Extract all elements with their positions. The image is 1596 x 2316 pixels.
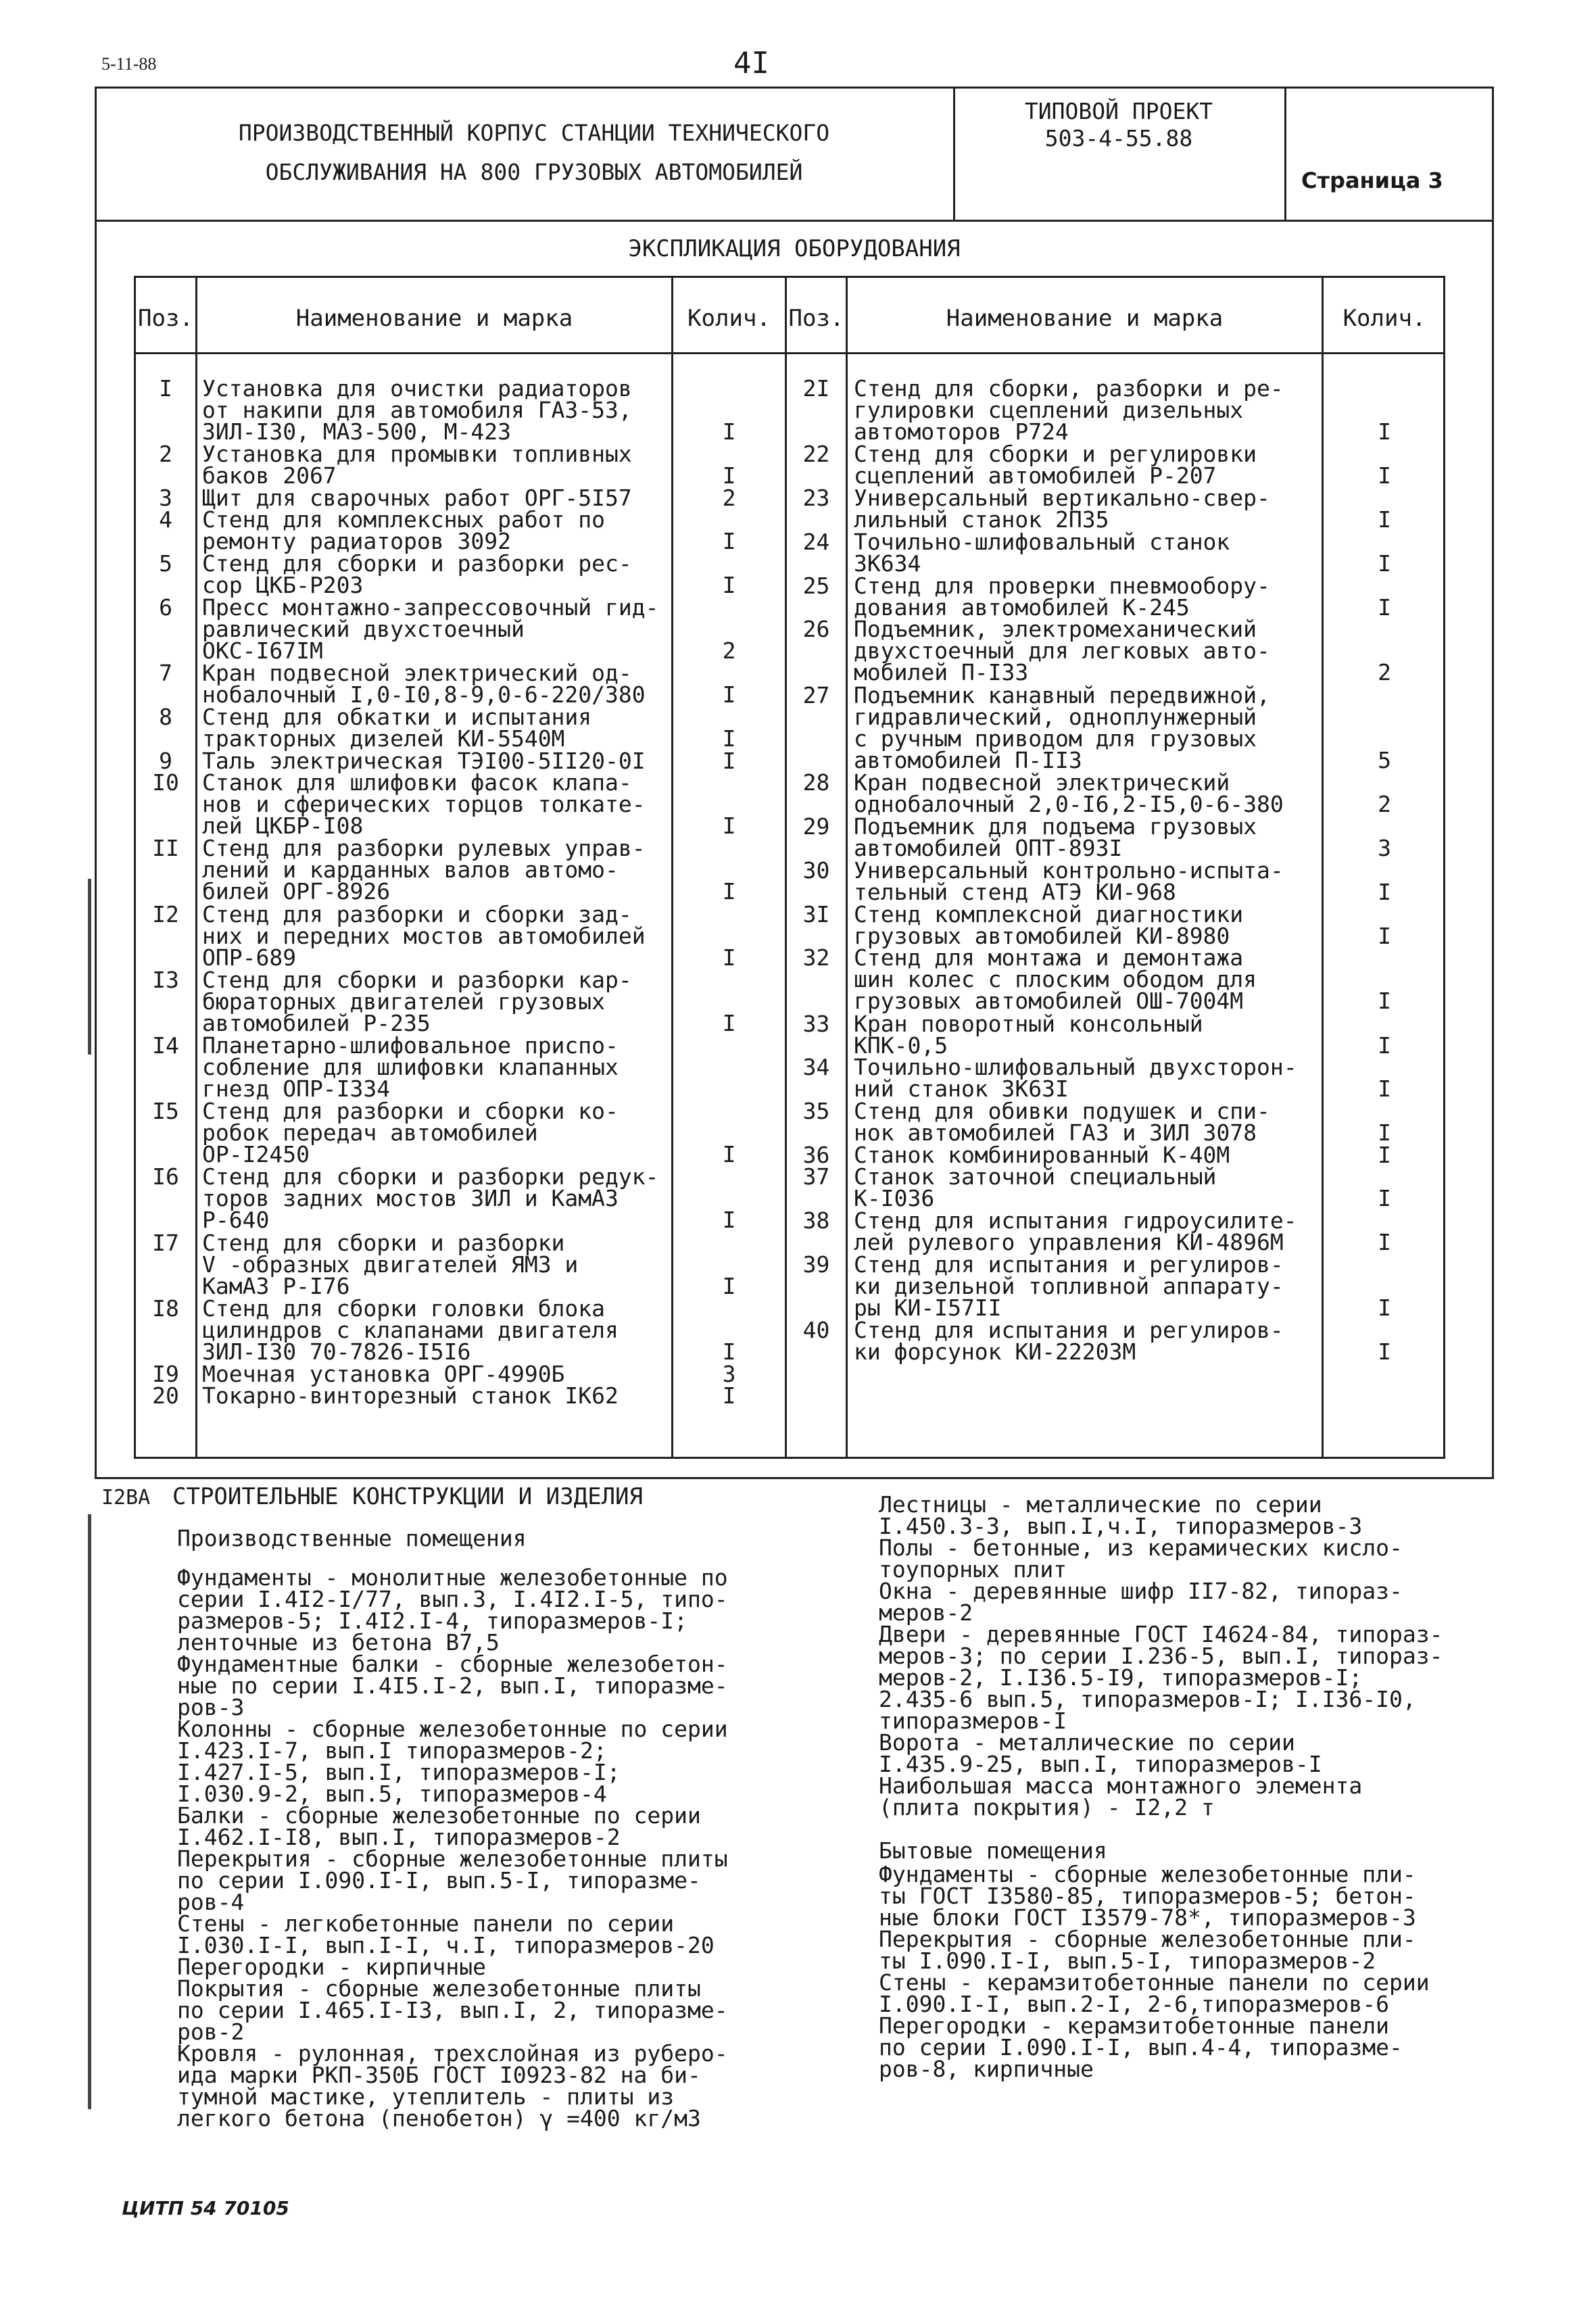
row-pos: 30 <box>802 857 830 884</box>
row-name: Пресс монтажно-запрессовочный гид- равлический двухстоечный ОКС-I67IM <box>202 594 659 664</box>
row-name: Стенд для сборки, разборки и ре- гулировки сцеплений дизельных автомоторов Р724 <box>854 375 1284 445</box>
page-number: 4I <box>733 46 769 80</box>
row-qty: I <box>722 572 736 599</box>
row-name: Подъемник, электромеханический двухстоечный для легковых авто- мобилей П-I33 <box>854 616 1270 686</box>
equipment-table <box>134 276 1445 1459</box>
row-pos: 38 <box>802 1207 830 1234</box>
row-qty: I <box>1378 594 1391 621</box>
header-qty: Колич. <box>1343 305 1426 332</box>
row-qty: I <box>722 747 736 774</box>
row-name: Стенд для испытания гидроусилите- лей рулевого управления КИ-4896М <box>854 1207 1297 1256</box>
row-qty: I <box>1378 550 1391 577</box>
row-qty: I <box>1378 1076 1391 1103</box>
title-divider <box>1284 87 1286 222</box>
document-title <box>135 114 933 192</box>
row-pos: I <box>159 375 172 402</box>
row-name: Стенд для испытания и регулиров- ки форсунок КИ-22203М <box>854 1317 1284 1366</box>
row-pos: 39 <box>802 1251 830 1278</box>
row-name: Стенд для сборки и регулировки сцеплений автомобилей Р-207 <box>854 441 1257 489</box>
row-name: Станок заточной специальный К-I036 <box>854 1163 1217 1212</box>
row-name: Стенд для испытания и регулиров- ки дизельной топливной аппарату- ры КИ-I57II <box>854 1251 1284 1321</box>
row-qty: I <box>1378 1295 1391 1321</box>
section-body: Лестницы - металлические по серии I.450.3-3, вып.I,ч.I, типоразмеров-3 Полы - бетонные, из керамических кисло- тоупорных плит Окна - деревянные шифр II7-82, типораз- меров-2 Двери - деревянные ГОСТ I4624-84, типораз- меров-3; по серии I.236-5, вып.I, типораз- меров-2, I.I36.5-I9, типоразмеров-I; 2.435-6 вып.5, типоразмеров-I; I.I36-I0, типоразмеров-I Ворота - металлические по серии I.435.9-25, вып.I, типоразмеров-I Наибольшая масса монтажного элемента (плита покрытия) - I2,2 т <box>879 1491 1443 1820</box>
row-qty: I <box>722 1272 736 1299</box>
row-pos: 27 <box>802 681 830 708</box>
row-name: Кран подвесной электрический однобалочный 2,0-I6,2-I5,0-6-380 <box>854 769 1284 818</box>
row-pos: 2I <box>802 375 830 402</box>
row-qty: I <box>1378 1119 1391 1147</box>
table-divider <box>195 278 197 1457</box>
row-pos: 26 <box>802 616 830 643</box>
row-name: Стенд комплексной диагностики грузовых автомобилей КИ-8980 <box>854 900 1244 949</box>
row-pos: 37 <box>802 1163 830 1190</box>
row-qty: I <box>722 1141 736 1168</box>
row-pos: I9 <box>152 1361 179 1387</box>
row-pos: 34 <box>802 1054 830 1081</box>
row-name: Универсальный вертикально-свер- лильный станок 2П35 <box>854 485 1270 533</box>
row-pos: II <box>152 835 179 862</box>
row-qty: I <box>722 725 736 752</box>
section-heading: СТРОИТЕЛЬНЫЕ КОНСТРУКЦИИ И ИЗДЕЛИЯ <box>172 1483 643 1510</box>
row-pos: 3I <box>802 900 830 927</box>
row-qty: I <box>722 813 736 840</box>
row-qty: I <box>722 878 736 905</box>
row-name: Подъемник канавный передвижной, гидравлический, одноплунжерный с ручным приводом для грузовых автомобилей П-II3 <box>854 681 1270 773</box>
sheet-reference: 5-11-88 <box>101 54 157 74</box>
row-name: Стенд для обивки подушек и спи- нок автомобилей ГАЗ и ЗИЛ 3078 <box>854 1098 1270 1147</box>
row-name: Стенд для сборки и разборки рес- сор ЦКБ-Р203 <box>202 550 632 599</box>
row-name: Токарно-винторезный станок IК62 <box>202 1382 619 1409</box>
row-pos: I6 <box>152 1163 179 1190</box>
row-qty: 5 <box>1378 746 1391 773</box>
row-qty: I <box>722 681 736 708</box>
header-name: Наименование и марка <box>295 305 573 332</box>
row-pos: I3 <box>152 966 179 993</box>
row-name: Точильно-шлифовальный двухсторон- ний станок 3К63I <box>854 1054 1297 1103</box>
row-pos: 20 <box>152 1382 179 1409</box>
row-pos: I8 <box>152 1295 179 1322</box>
section-body: Фундаменты - сборные железобетонные пли- ты ГОСТ I3580-85, типоразмеров-5; бетон- ные блоки ГОСТ I3579-78*, типоразмеров-3 Перекрытия - сборные железобетонные пли- ты I.090.I-I, вып.5-I, типоразмеров-2 Стены - керамзитобетонные панели по серии I.090.I-I, вып.2-I, 2-6,типоразмеров-6 Перегородки - керамзитобетонные панели по серии I.090.I-I, вып.4-4, типоразме- ров-8, кирпичные <box>879 1861 1430 2082</box>
row-qty: 3 <box>722 1361 736 1387</box>
row-qty: 2 <box>1378 659 1391 686</box>
margin-mark <box>88 879 91 1055</box>
page-label: Страница 3 <box>1301 168 1443 193</box>
table-divider <box>846 278 848 1457</box>
row-pos: 5 <box>159 550 172 577</box>
margin-mark <box>88 1514 91 2109</box>
header-qty: Колич. <box>687 305 771 332</box>
title-line: ОБСЛУЖИВАНИЯ НА 800 ГРУЗОВЫХ АВТОМОБИЛЕЙ <box>265 159 803 185</box>
row-qty: I <box>1378 1229 1391 1256</box>
row-name: Стенд для сборки головки блока цилиндров с клапанами двигателя ЗИЛ-I30 70-7826-I5I6 <box>202 1295 619 1365</box>
row-pos: 22 <box>802 441 830 468</box>
row-name: Универсальный контрольно-испыта- тельный стенд АТЭ КИ-968 <box>854 857 1284 905</box>
row-qty: 2 <box>722 485 736 511</box>
section-body: Фундаменты - монолитные железобетонные по серии I.4I2-I/77, вып.3, I.4I2.I-5, типо- размеров-5; I.4I2.I-4, типоразмеров-I; ленточные из бетона В7,5 Фундаментные балки - сборные железобетон- ные по серии I.4I5.I-2, вып.I, типоразме- ров-3 Колонны - сборные железобетонные по серии I.423.I-7, вып.I типоразмеров-2; I.427.I-5, вып.I, типоразмеров-I; I.030.9-2, вып.5, типоразмеров-4 Балки - сборные железобетонные по серии I.462.I-I8, вып.I, типоразмеров-2 Перекрытия - сборные железобетонные плиты по серии I.090.I-I, вып.5-I, типоразме- ров-4 Стены - легкобетонные панели по серии I.030.I-I, вып.I-I, ч.I, типоразмеров-20 Перегородки - кирпичные Покрытия - сборные железобетонные плиты по серии I.465.I-I3, вып.I, 2, типоразме- ров-2 Кровля - рулонная, трехслойная из руберо- ида марки РКП-350Б ГОСТ I0923-82 на би- тумной мастике, утеплитель - плиты из легкого бетона (пенобетон) γ =400 кг/м3 <box>177 1564 728 2131</box>
project-number: 503-4-55.88 <box>1044 125 1193 151</box>
row-qty: I <box>1378 462 1391 489</box>
row-pos: 23 <box>802 485 830 511</box>
row-qty: I <box>722 1009 736 1036</box>
row-name: Подъемник для подъема грузовых автомобилей ОПТ-893I <box>854 813 1257 861</box>
header-name: Наименование и марка <box>946 305 1224 332</box>
row-name: Стенд для разборки и сборки зад- них и передних мостов автомобилей ОПР-689 <box>202 900 646 971</box>
row-pos: 8 <box>159 704 172 730</box>
row-pos: 40 <box>802 1317 830 1344</box>
row-name: Кран поворотный консольный КПК-0,5 <box>854 1010 1203 1059</box>
row-name: Стенд для разборки рулевых управ- лений и карданных валов автомо- билей ОРГ-8926 <box>202 835 646 905</box>
project-label: ТИПОВОЙ ПРОЕКТ <box>1024 98 1213 124</box>
row-pos: 2 <box>159 441 172 468</box>
row-qty: I <box>722 418 736 445</box>
row-pos: I5 <box>152 1098 179 1125</box>
row-pos: I7 <box>152 1229 179 1256</box>
section-subheading: Бытовые помещения <box>879 1837 1107 1864</box>
row-pos: I4 <box>152 1032 179 1059</box>
row-qty: I <box>1378 1142 1391 1168</box>
row-qty: I <box>1378 506 1391 533</box>
row-qty: 2 <box>722 637 736 664</box>
row-qty: 2 <box>1378 791 1391 818</box>
row-name: Стенд для сборки и разборки редук- торов задних мостов ЗИЛ и КамАЗ Р-640 <box>202 1163 659 1234</box>
row-pos: 7 <box>159 660 172 687</box>
row-pos: I0 <box>152 769 179 796</box>
row-qty: I <box>1378 878 1391 905</box>
row-qty: I <box>722 1207 736 1234</box>
row-name: Точильно-шлифовальный станок 3К634 <box>854 528 1230 577</box>
row-qty: I <box>1378 418 1391 445</box>
title-line: ПРОИЗВОДСТВЕННЫЙ КОРПУС СТАНЦИИ ТЕХНИЧЕСКОГО <box>238 120 830 146</box>
row-name: Стенд для сборки и разборки V -образных двигателей ЯМЗ и КамАЗ Р-I76 <box>202 1229 579 1299</box>
section-subheading: Производственные помещения <box>177 1525 527 1551</box>
title-divider <box>953 87 955 222</box>
row-qty: I <box>1378 1338 1391 1366</box>
row-name: Станок комбинированный К-40М <box>854 1142 1230 1168</box>
row-qty: I <box>1378 1032 1391 1059</box>
row-qty: I <box>722 1338 736 1365</box>
row-name: Станок для шлифовки фасок клапа- нов и сферических торцов толкате- лей ЦКБР-I08 <box>202 769 646 840</box>
row-qty: 3 <box>1378 835 1391 861</box>
header-pos: Поз. <box>788 305 844 332</box>
header-divider <box>136 352 1443 354</box>
row-pos: 33 <box>802 1010 830 1037</box>
row-pos: I2 <box>152 900 179 927</box>
row-name: Стенд для монтажа и демонтажа шин колес с плоским ободом для грузовых автомобилей ОШ-7004М <box>854 944 1257 1015</box>
row-pos: 25 <box>802 572 830 599</box>
row-pos: 36 <box>802 1142 830 1168</box>
row-pos: 6 <box>159 594 172 621</box>
explication-title: ЭКСПЛИКАЦИЯ ОБОРУДОВАНИЯ <box>628 235 961 262</box>
row-name: Стенд для обкатки и испытания тракторных дизелей КИ-5540М <box>202 704 592 752</box>
row-pos: 9 <box>159 747 172 774</box>
row-qty: I <box>722 462 736 489</box>
row-pos: 4 <box>159 506 172 533</box>
row-pos: 35 <box>802 1098 830 1125</box>
row-qty: I <box>722 944 736 971</box>
row-qty: I <box>722 528 736 555</box>
section-prefix: I2ВА <box>101 1486 151 1510</box>
row-name: Моечная установка ОРГ-4990Б <box>202 1361 565 1387</box>
row-qty: I <box>1378 922 1391 949</box>
row-name: Стенд для сборки и разборки кар- бюраторных двигателей грузовых автомобилей Р-235 <box>202 966 632 1036</box>
row-qty: I <box>722 1382 736 1409</box>
row-pos: 3 <box>159 485 172 511</box>
row-name: Кран подвесной электрический од- нобалочный I,0-I0,8-9,0-6-220/380 <box>202 660 646 708</box>
row-name: Установка для промывки топливных баков 2067 <box>202 441 632 489</box>
row-name: Стенд для комплексных работ по ремонту радиаторов 3092 <box>202 506 606 555</box>
row-name: Таль электрическая ТЭI00-5II20-0I <box>202 747 646 774</box>
row-pos: 32 <box>802 944 830 971</box>
row-name: Стенд для проверки пневмообору- дования автомобилей К-245 <box>854 572 1270 621</box>
row-name: Планетарно-шлифовальное приспо- собление для шлифовки клапанных гнезд ОПР-I334 <box>202 1032 619 1102</box>
row-qty: I <box>1378 988 1391 1015</box>
row-qty: I <box>1378 1185 1391 1212</box>
header-pos: Поз. <box>138 305 193 332</box>
row-pos: 24 <box>802 528 830 555</box>
row-name: Стенд для разборки и сборки ко- робок передач автомобилей ОР-I2450 <box>202 1098 619 1168</box>
row-name: Установка для очистки радиаторов от накипи для автомобиля ГАЗ-53, ЗИЛ-I30, МАЗ-500, М-423 <box>202 375 632 445</box>
row-name: Щит для сварочных работ ОРГ-5I57 <box>202 485 632 511</box>
row-pos: 28 <box>802 769 830 796</box>
project-code <box>960 98 1278 152</box>
row-pos: 29 <box>802 813 830 840</box>
footer-stamp: ЦИТП 54 70105 <box>122 2197 289 2219</box>
